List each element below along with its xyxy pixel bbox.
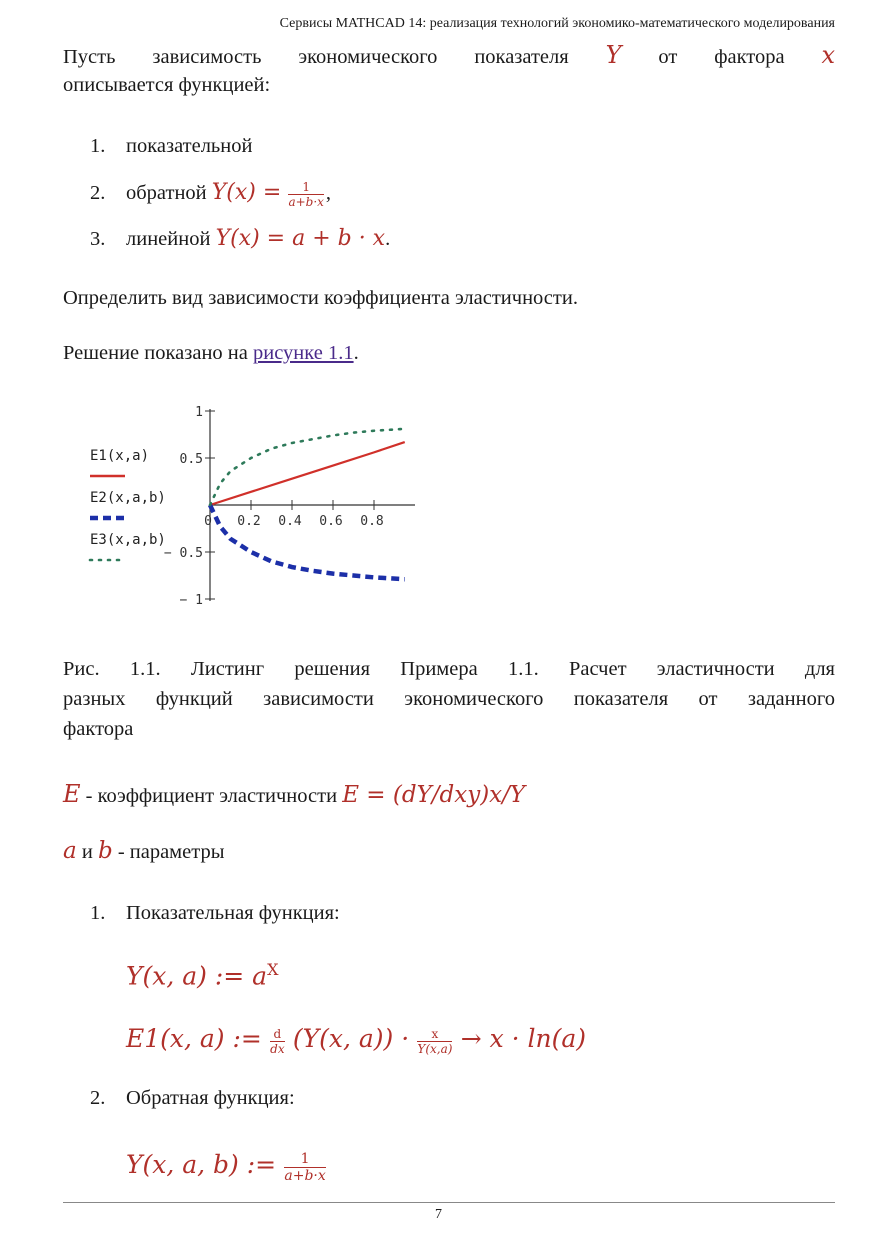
formula-e1-middle: (Y(x, a)) · [292,1024,410,1053]
list-label: обратной [126,182,207,204]
derivative-numerator: d [270,1028,284,1042]
formula-exp-power: X [267,960,279,979]
symbol-a: a [63,838,77,864]
elasticity-definition [63,779,835,811]
fraction-denominator: a+b·x [288,194,324,209]
elasticity-chart [80,398,440,620]
figure-caption-line-1: Рис. 1.1. Листинг решения Примера 1.1. Расчет эластичности для [63,658,835,680]
intro-word: фактора [714,46,785,68]
derivative-denominator: dx [270,1041,285,1056]
formula-exp-lhs: Y(x, a) := a [126,961,268,991]
formula-inverse-lhs: Y(x) = [211,180,282,205]
formula-inverse-fraction [288,181,323,208]
formula-exponential [126,960,278,991]
list-label: Показательная функция: [126,902,340,924]
list-label: показательной [126,135,253,157]
intro-line-2: описывается функцией: [63,74,271,96]
x-tick-label: 0 [204,514,212,529]
list-item [90,224,790,254]
running-header: Сервисы MATHCAD 14: реализация технологий экономико-математического моделирования [279,16,835,31]
x-tick-label: 0.4 [278,514,302,529]
parameters-text: - параметры [112,841,225,863]
y-tick-label: 1 [195,405,203,420]
definition-text: - коэффициент эластичности [80,785,343,807]
solution-text [63,338,835,368]
formula-inverse-def [126,1150,328,1183]
and-text: и [76,841,98,863]
x-tick-label: 0.2 [237,514,261,529]
list-item [90,131,790,161]
formula-e1-lhs: E1(x, a) := [126,1024,262,1053]
intro-word: зависимость [152,46,262,68]
figure-caption-line-3: фактора [63,718,134,740]
list-tail: , [325,182,332,204]
y-tick-label: − 0.5 [163,546,203,561]
fraction-denominator: a+b·x [284,1167,326,1184]
solution-suffix: . [353,342,359,364]
list-number: 1. [90,135,106,157]
list-number: 2. [90,182,106,204]
list-item [90,1083,790,1113]
page-number: 7 [435,1207,442,1222]
derivative-operator [270,1028,284,1055]
intro-word: экономического [298,46,438,68]
task-text: Определить вид зависимости коэффициента эластичности. [63,287,578,309]
list-number: 1. [90,902,106,924]
figure-caption-line-2: разных функций зависимости экономического показателя от заданного [63,688,835,710]
chart-plot-layer [90,405,415,608]
intro-word: Пусть [63,46,116,68]
symbol-b: b [97,838,113,864]
y-tick-label: − 1 [179,593,203,608]
parameters-definition [63,836,835,867]
y-tick-label: 0.5 [179,452,203,467]
symbol-y: Y [605,41,622,69]
formula-inverse-def-lhs: Y(x, a, b) := [126,1150,277,1179]
list-number: 2. [90,1087,106,1109]
fraction-numerator: 1 [288,181,323,195]
legend-label: E2(x,a,b) [90,490,166,506]
formula-e1-result: → x · ln(a) [460,1024,587,1053]
elasticity-formula: E = (dY/dxy)x/Y [342,782,526,808]
solution-prefix: Решение показано на [63,342,253,364]
x-tick-label: 0.8 [360,514,384,529]
legend-label: E3(x,a,b) [90,532,166,548]
list-item [90,178,790,208]
footer-divider [63,1202,835,1203]
list-label: Обратная функция: [126,1087,295,1109]
x-tick-label: 0.6 [319,514,343,529]
intro-word: показателя [474,46,569,68]
formula-e1-fraction [417,1028,452,1055]
list-number: 3. [90,228,106,250]
formula-e1 [126,1024,586,1055]
list-tail: . [385,228,391,250]
series-line-3 [210,429,405,505]
intro-line-1 [63,40,835,72]
list-label: линейной [126,228,211,250]
legend-label: E1(x,a) [90,448,150,464]
fraction-denominator: Y(x,a) [417,1041,453,1056]
fraction-numerator: 1 [284,1152,325,1168]
figure-link[interactable]: рисунке 1.1 [253,342,354,364]
symbol-x: x [821,41,836,69]
series-line-1 [210,442,405,505]
formula-linear: Y(x) = a + b · x [215,226,386,251]
list-item [90,898,790,928]
formula-inverse-def-fraction [284,1152,325,1183]
symbol-e: E [63,780,81,808]
fraction-numerator: x [417,1028,452,1042]
intro-word: от [658,46,678,68]
